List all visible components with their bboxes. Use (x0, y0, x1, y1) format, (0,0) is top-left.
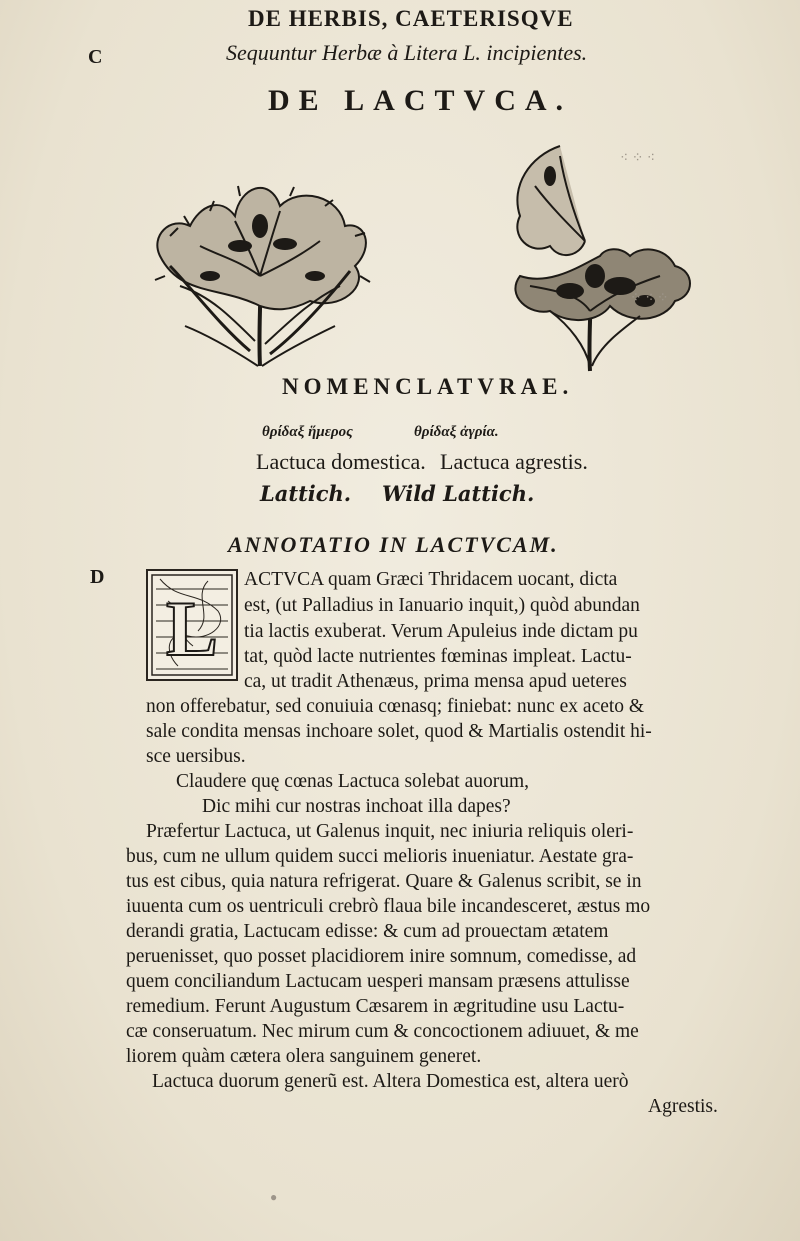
verse-line-1: Claudere quę cœnas Lactuca solebat auorum, (176, 771, 530, 792)
annotation-heading: ANNOTATIO IN LACTVCAM. (228, 532, 559, 557)
text-line-17: quem conciliandum Lactucam uesperi mansam præsens attulisse (126, 971, 630, 992)
nomenclature-heading: NOMENCLATVRAE. (282, 374, 574, 399)
drop-cap-letter: L (165, 585, 219, 672)
margin-letter-c: C (88, 46, 103, 68)
greek-name-domestic: θρίδαξ ἥμερος (262, 424, 353, 440)
running-head: DE HERBIS, CAETERISQVE (248, 6, 574, 31)
main-heading: DE LACTVCA. (268, 84, 573, 117)
latin-name-domestic: Lactuca domestica. (256, 449, 426, 474)
text-line-11: Præfertur Lactuca, ut Galenus inquit, nec iniuria reliquis oleri- (146, 821, 634, 842)
text-line-15: derandi gratia, Lactucam edisse: & cum ad prouectam ætatem (126, 921, 609, 942)
latin-name-wild: Lactuca agrestis. (440, 449, 588, 474)
text-line-21: Lactuca duorum generũ est. Altera Domestica est, altera uerò (152, 1071, 629, 1092)
intro-line: Sequuntur Herbæ à Litera L. incipientes. (226, 40, 588, 65)
text-line-6: non offerebatur, sed conuiuia cœnasq; finiebat: nunc ex aceto & (146, 696, 645, 717)
text-line-20: liorem quàm cætera olera sanguinem generet. (126, 1046, 482, 1067)
lactuca-domestica-illustration (140, 126, 380, 376)
text-line-5: ca, ut tradit Athenæus, prima mensa apud ueteres (244, 671, 627, 692)
text-line-2: est, (ut Palladius in Ianuario inquit,) quòd abundan (244, 595, 640, 616)
drop-cap-ornament (148, 571, 236, 679)
text-line-7: sale condita mensas inchoare solet, quod & Martialis ostendit hi- (146, 721, 652, 742)
verse-line-2: Dic mihi cur nostras inchoat illa dapes? (202, 796, 511, 817)
ink-dot: ● (270, 1190, 278, 1204)
catchword: Agrestis. (648, 1096, 718, 1117)
german-name-domestic: Lattich. (260, 481, 352, 506)
text-line-8: sce uersibus. (146, 746, 246, 767)
text-line-1: ACTVCA quam Græci Thridacem uocant, dicta (244, 569, 618, 590)
bleed-through-mark: ⁖ ⁘ ⁖ (620, 151, 656, 166)
greek-name-wild: θρίδαξ ἀγρία. (414, 424, 499, 440)
lactuca-agrestis-illustration (490, 126, 700, 376)
text-line-13: tus est cibus, quia natura refrigerat. Quare & Galenus scribit, se in (126, 871, 642, 892)
text-line-14: iuuenta cum os uentriculi crebrò flaua bile incandesceret, æstus mo (126, 896, 651, 917)
text-line-12: bus, cum ne ullum quidem succi melioris inueniatur. Aestate gra- (126, 846, 634, 867)
german-name-wild: Wild Lattich. (382, 481, 535, 506)
text-line-3: tia lactis exuberat. Verum Apuleius inde dictam pu (244, 621, 638, 642)
text-line-16: peruenisset, quo posset placidiorem inire somnum, comedisse, ad (126, 946, 637, 967)
margin-letter-d: D (90, 566, 105, 588)
text-line-4: tat, quòd lacte nutrientes fœminas impleat. Lactu- (244, 646, 632, 667)
text-line-19: cæ conseruatum. Nec mirum cum & concoctionem adiuuet, & me (126, 1021, 639, 1042)
drop-cap (146, 569, 238, 681)
text-line-18: remedium. Ferunt Augustum Cæsarem in ægritudine usu Lactu- (126, 996, 625, 1017)
bleed-through-mark: ⁘ ⁖ ⁘ (630, 291, 669, 306)
